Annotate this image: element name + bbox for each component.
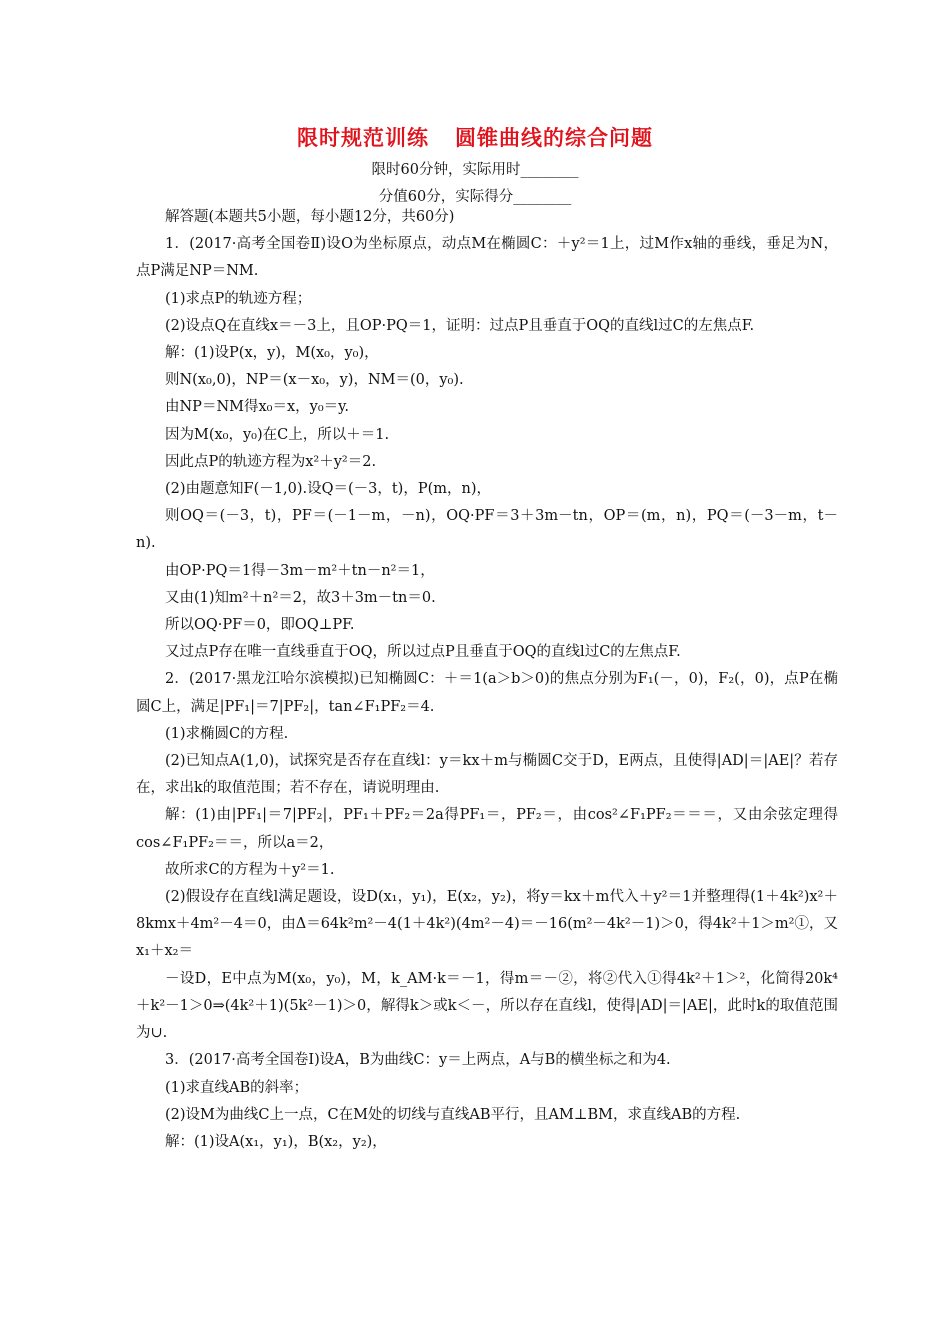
page-title — [0, 122, 950, 152]
problem-1-statement: 1．(2017·高考全国卷Ⅱ)设O为坐标原点，动点M在椭圆C：＋y²＝1上，过M作x轴的垂线，垂足为N，点P满足NP＝NM. — [136, 236, 838, 280]
problem-2-part-2: (2)已知点A(1,0)，试探究是否存在直线l：y＝kx＋m与椭圆C交于D，E两点，且使得|AD|＝|AE|？若存在，求出k的取值范围；若不存在，请说明理由. — [136, 753, 838, 797]
solution-line: 则N(x₀,0)，NP＝(x－x₀，y)，NM＝(0，y₀). — [165, 372, 464, 389]
document-body — [136, 204, 838, 1156]
problem-1-part-2: (2)设点Q在直线x＝－3上，且OP·PQ＝1，证明：过点P且垂直于OQ的直线l过C的左焦点F. — [165, 317, 755, 334]
solution-line: 所以OQ·PF＝0，即OQ⊥PF. — [165, 617, 355, 634]
problem-2-part-1: (1)求椭圆C的方程. — [165, 725, 289, 742]
solution-line: 解：(1)设A(x₁，y₁)，B(x₂，y₂)， — [165, 1133, 387, 1150]
solution-line: (2)假设存在直线l满足题设，设D(x₁，y₁)，E(x₂，y₂)，将y＝kx＋m代入＋y²＝1并整理得(1＋4k²)x²＋8kmx＋4m²－4＝0，由Δ＝64k²m²－4(1＋4k²)(4m²－4)＝－16(m²－4k²－1)＞0，得4k²＋1＞m²①，又x₁＋x₂＝ — [136, 889, 838, 960]
solution-line: 解：(1)由|PF₁|＝7|PF₂|，PF₁＋PF₂＝2a得PF₁＝，PF₂＝，由cos²∠F₁PF₂＝＝＝，又由余弦定理得cos∠F₁PF₂＝＝，所以a＝2， — [136, 807, 838, 851]
solution-line: 又过点P存在唯一直线垂直于OQ，所以过点P且垂直于OQ的直线l过C的左焦点F. — [165, 644, 681, 661]
solution-line: 由OP·PQ＝1得－3m－m²＋tn－n²＝1， — [165, 562, 435, 579]
problem-1-part-1: (1)求点P的轨迹方程； — [165, 290, 312, 307]
solution-line: 又由(1)知m²＋n²＝2，故3＋3m－tn＝0. — [165, 589, 436, 606]
problem-2-statement: 2．(2017·黑龙江哈尔滨模拟)已知椭圆C：＋＝1(a＞b＞0)的焦点分别为F₁(－，0)，F₂(，0)，点P在椭圆C上，满足|PF₁|＝7|PF₂|，tan∠F₁PF₂＝4. — [136, 671, 838, 715]
problem-3-part-1: (1)求直线AB的斜率； — [165, 1079, 309, 1096]
time-limit-line: 限时60分钟，实际用时________ — [371, 162, 579, 178]
solution-line: 解：(1)设P(x，y)，M(x₀，y₀)， — [165, 345, 379, 362]
score-line: 分值60分，实际得分________ — [378, 189, 572, 205]
solution-line: 因此点P的轨迹方程为x²＋y²＝2. — [165, 453, 377, 470]
solution-line: 故所求C的方程为＋y²＝1. — [165, 861, 335, 878]
solution-line: 由NP＝NM得x₀＝x，y₀＝y. — [165, 399, 350, 416]
title-left: 限时规范训练 — [297, 126, 429, 150]
section-heading: 解答题(本题共5小题，每小题12分，共60分) — [165, 209, 455, 225]
problem-3-part-2: (2)设M为曲线C上一点，C在M处的切线与直线AB平行，且AM⊥BM，求直线AB的方程. — [165, 1106, 741, 1123]
solution-line: －设D，E中点为M(x₀，y₀)，M，k_AM·k＝－1，得m＝－②，将②代入①得4k²＋1＞²，化简得20k⁴＋k²－1＞0⇒(4k²＋1)(5k²－1)＞0，解得k＞或k＜－，所以存在直线l，使得|AD|＝|AE|，此时k的取值范围为∪. — [136, 970, 838, 1042]
solution-line: (2)由题意知F(－1,0).设Q＝(－3，t)，P(m，n)， — [165, 481, 491, 498]
solution-line: 因为M(x₀，y₀)在C上，所以＋＝1. — [165, 426, 390, 443]
solution-line: 则OQ＝(－3，t)，PF＝(－1－m，－n)，OQ·PF＝3＋3m－tn，OP＝(m，n)，PQ＝(－3－m，t－n). — [136, 508, 838, 552]
problem-3-statement: 3．(2017·高考全国卷Ⅰ)设A，B为曲线C：y＝上两点，A与B的横坐标之和为4. — [165, 1052, 671, 1069]
title-right: 圆锥曲线的综合问题 — [455, 126, 653, 150]
